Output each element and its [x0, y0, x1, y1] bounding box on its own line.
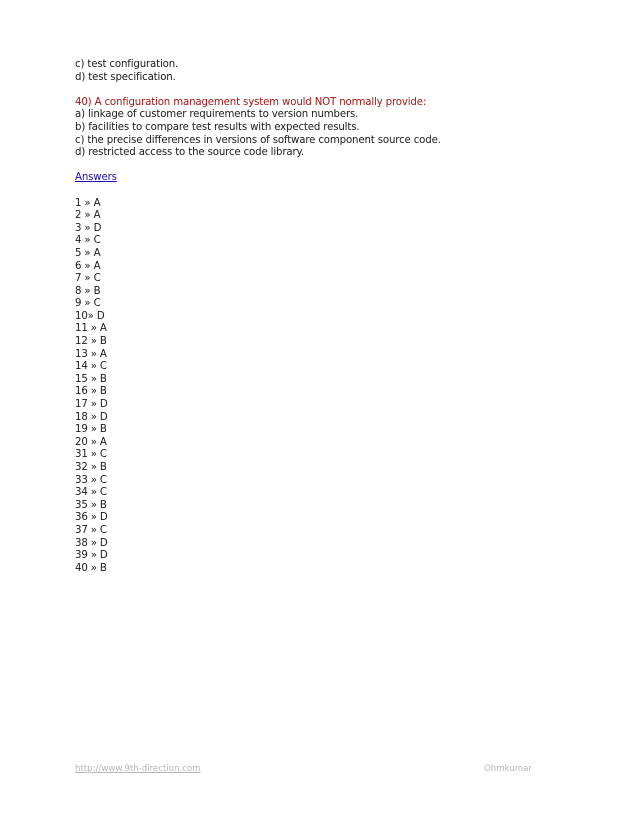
question-40-option-d: d) restricted access to the source code library. — [75, 147, 305, 159]
answer-item: 13 » A — [75, 348, 107, 360]
answer-item: 5 » A — [75, 247, 101, 259]
answer-item: 15 » B — [75, 373, 107, 385]
spacer — [75, 185, 595, 198]
footer-author: Ohmkumar — [484, 764, 532, 774]
question-40-option-c: c) the precise differences in versions of software component source code. — [75, 134, 441, 146]
answers-list — [75, 198, 595, 576]
answer-item: 38 » D — [75, 537, 108, 549]
answer-item: 35 » B — [75, 499, 107, 511]
answer-item: 40 » B — [75, 562, 107, 574]
answer-item: 3 » D — [75, 222, 102, 234]
question-40-option-b: b) facilities to compare test results with expected results. — [75, 121, 360, 133]
answer-item: 19 » B — [75, 424, 107, 436]
answer-item: 12 » B — [75, 336, 107, 348]
answer-item: 36 » D — [75, 512, 108, 524]
answer-item: 39 » D — [75, 550, 108, 562]
answers-link[interactable]: Answers — [75, 172, 117, 184]
option-d-previous: d) test specification. — [75, 71, 176, 83]
answer-item: 10» D — [75, 310, 105, 322]
answer-item: 33 » C — [75, 474, 107, 486]
spacer — [75, 84, 595, 97]
option-c-previous: c) test configuration. — [75, 59, 179, 70]
answer-item: 8 » B — [75, 285, 101, 297]
answer-item: 9 » C — [75, 298, 101, 310]
page-content — [75, 59, 595, 575]
answer-item: 37 » C — [75, 524, 107, 536]
answer-item: 17 » D — [75, 399, 108, 411]
answer-item: 18 » D — [75, 411, 108, 423]
answer-item: 7 » C — [75, 273, 101, 285]
answer-item: 31 » C — [75, 449, 107, 461]
answer-item: 20 » A — [75, 436, 107, 448]
footer-website-link[interactable]: http://www.9th-direction.com — [75, 764, 201, 774]
answer-item: 34 » C — [75, 487, 107, 499]
answer-item: 16 » B — [75, 386, 107, 398]
question-40-text: 40) A configuration management system would NOT normally provide: — [75, 96, 427, 108]
question-40-option-a: a) linkage of customer requirements to version numbers. — [75, 109, 359, 121]
spacer — [75, 160, 595, 173]
answer-item: 1 » A — [75, 197, 101, 209]
answer-item: 14 » C — [75, 361, 107, 373]
answer-item: 6 » A — [75, 260, 101, 272]
answer-item: 32 » B — [75, 462, 107, 473]
answer-item: 11 » A — [75, 323, 107, 335]
answer-item: 2 » A — [75, 210, 101, 222]
answer-item: 4 » C — [75, 235, 101, 247]
